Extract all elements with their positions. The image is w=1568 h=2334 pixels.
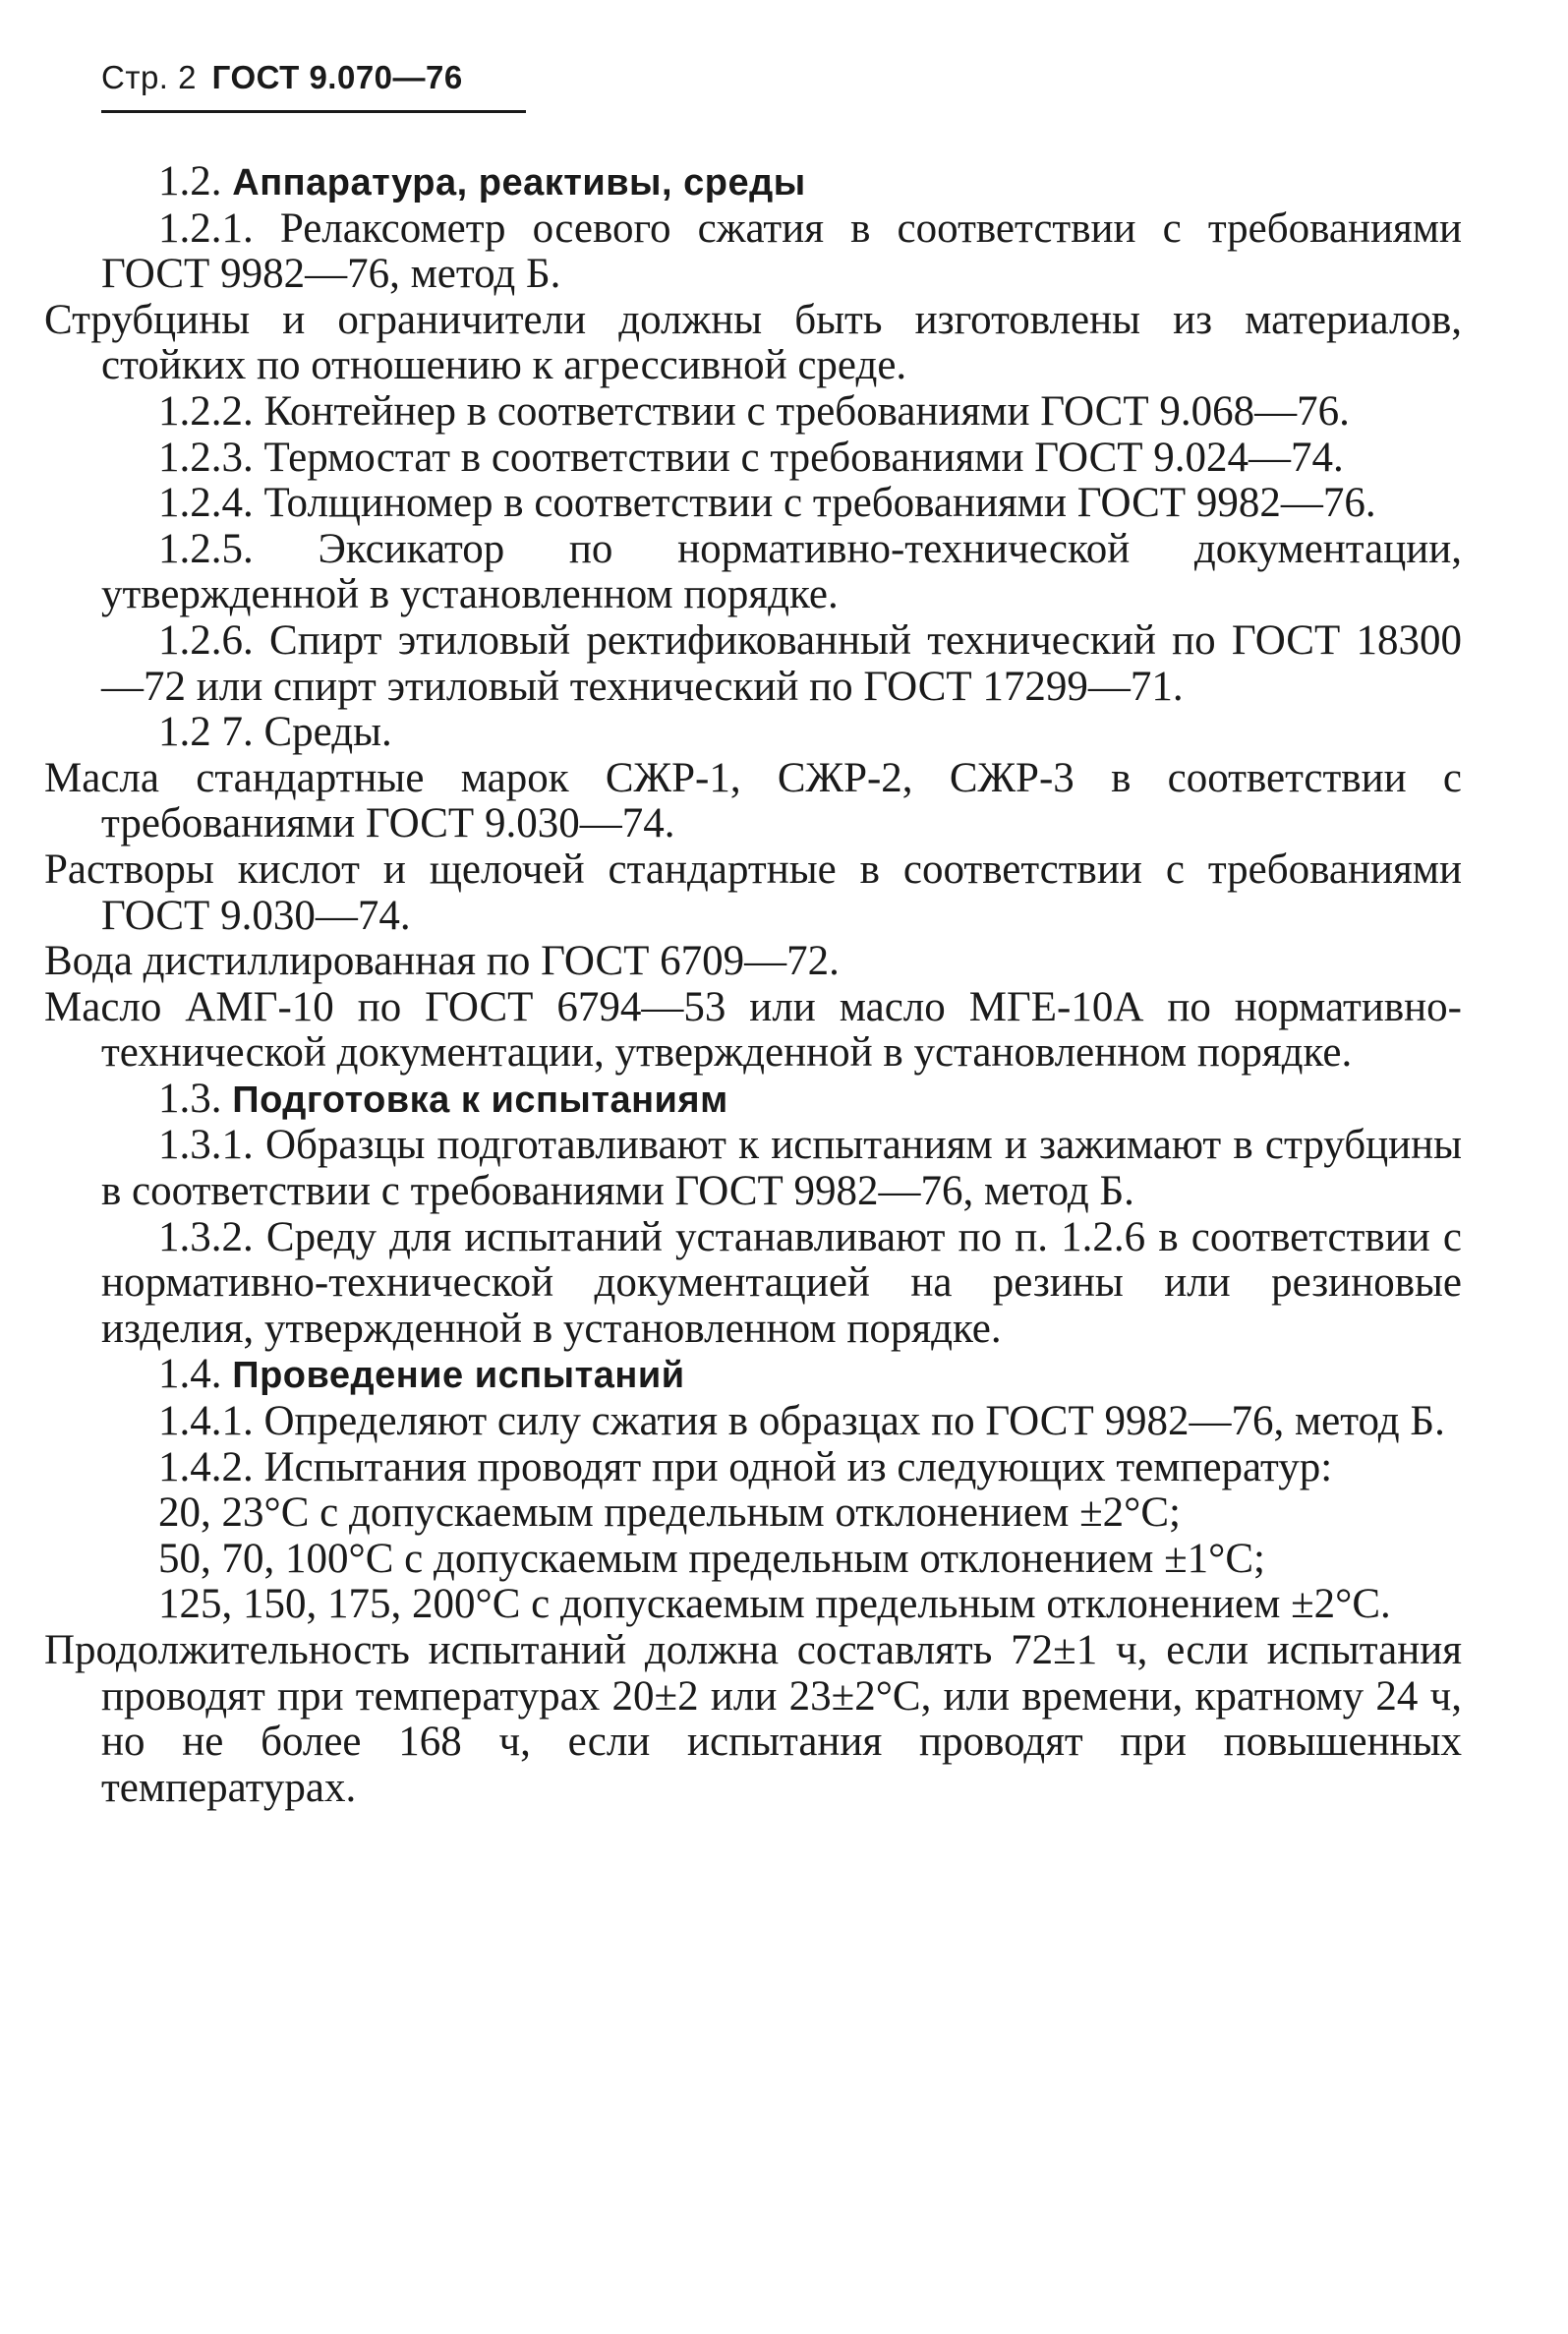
paragraph-1-3-2: 1.3.2. Среду для испытаний устанавливают по п. 1.2.6 в соответствии с нормативно-технической документацией на резины или резиновые изделия, утвержденной в установленном порядке. — [101, 1213, 1462, 1352]
paragraph-media-amg: Масло АМГ-10 по ГОСТ 6794—53 или масло МГЕ-10А по нормативно-технической документации, утвержденной в установленном порядке. — [44, 983, 1462, 1077]
header-rule — [101, 110, 526, 113]
section-title: Аппаратура, реактивы, среды — [232, 162, 806, 204]
paragraph-1-2-2: 1.2.2. Контейнер в соответствии с требованиями ГОСТ 9.068—76. — [158, 387, 1350, 435]
paragraph-1-2-1: 1.2.1. Релаксометр осевого сжатия в соответствии с требованиями ГОСТ 9982—76, метод Б. — [101, 204, 1462, 298]
section-number: 1.2. — [158, 158, 222, 204]
paragraph-1-2-6: 1.2.6. Спирт этиловый ректификованный технический по ГОСТ 18300—72 или спирт этиловый технический по ГОСТ 17299—71. — [101, 616, 1462, 710]
paragraph-1-3-1: 1.3.1. Образцы подготавливают к испытаниям и зажимают в струбцины в соответствии с требованиями ГОСТ 9982—76, метод Б. — [101, 1122, 1462, 1215]
temperature-option-3: 125, 150, 175, 200°С с допускаемым предельным отклонением ±2°С. — [158, 1581, 1391, 1628]
paragraph-media-water: Вода дистиллированная по ГОСТ 6709—72. — [44, 938, 840, 985]
paragraph-media-oils: Масла стандартные марок СЖР-1, СЖР-2, СЖР-3 в соответствии с требованиями ГОСТ 9.030—74. — [44, 754, 1462, 847]
paragraph-clamps-note: Струбцины и ограничители должны быть изготовлены из материалов, стойких по отношению к агрессивной среде. — [44, 296, 1462, 389]
temperature-option-1: 20, 23°С с допускаемым предельным отклонением ±2°С; — [158, 1489, 1181, 1537]
paragraph-duration: Продолжительность испытаний должна составлять 72±1 ч, если испытания проводят при температурах 20±2 или 23±2°С, или времени, кратному 24 ч, но не более 168 ч, если испытания проводят при повышенных температурах. — [44, 1627, 1462, 1811]
page-header — [101, 59, 463, 96]
section-heading-1-2 — [101, 159, 1462, 206]
document-body — [44, 158, 1462, 1811]
temperature-option-2: 50, 70, 100°С с допускаемым предельным отклонением ±1°С; — [158, 1535, 1265, 1582]
paragraph-1-2-7: 1.2 7. Среды. — [158, 709, 392, 756]
standard-code: ГОСТ 9.070—76 — [211, 59, 463, 95]
section-heading-1-3 — [101, 1077, 1462, 1124]
paragraph-1-4-2: 1.4.2. Испытания проводят при одной из следующих температур: — [158, 1443, 1333, 1490]
section-title: Проведение испытаний — [232, 1355, 685, 1397]
section-heading-1-4 — [101, 1352, 1462, 1399]
page-number-label: Стр. 2 — [101, 59, 197, 95]
paragraph-1-4-1: 1.4.1. Определяют силу сжатия в образцах по ГОСТ 9982—76, метод Б. — [158, 1398, 1445, 1445]
paragraph-1-2-4: 1.2.4. Толщиномер в соответствии с требованиями ГОСТ 9982—76. — [158, 480, 1376, 527]
paragraph-1-2-5: 1.2.5. Эксикатор по нормативно-технической документации, утвержденной в установленном порядке. — [101, 525, 1462, 618]
paragraph-media-solutions: Растворы кислот и щелочей стандартные в соответствии с требованиями ГОСТ 9.030—74. — [44, 846, 1462, 939]
paragraph-1-2-3: 1.2.3. Термостат в соответствии с требованиями ГОСТ 9.024—74. — [158, 434, 1344, 481]
section-title: Подготовка к испытаниям — [232, 1079, 728, 1121]
section-number: 1.4. — [158, 1351, 222, 1398]
section-number: 1.3. — [158, 1075, 222, 1122]
